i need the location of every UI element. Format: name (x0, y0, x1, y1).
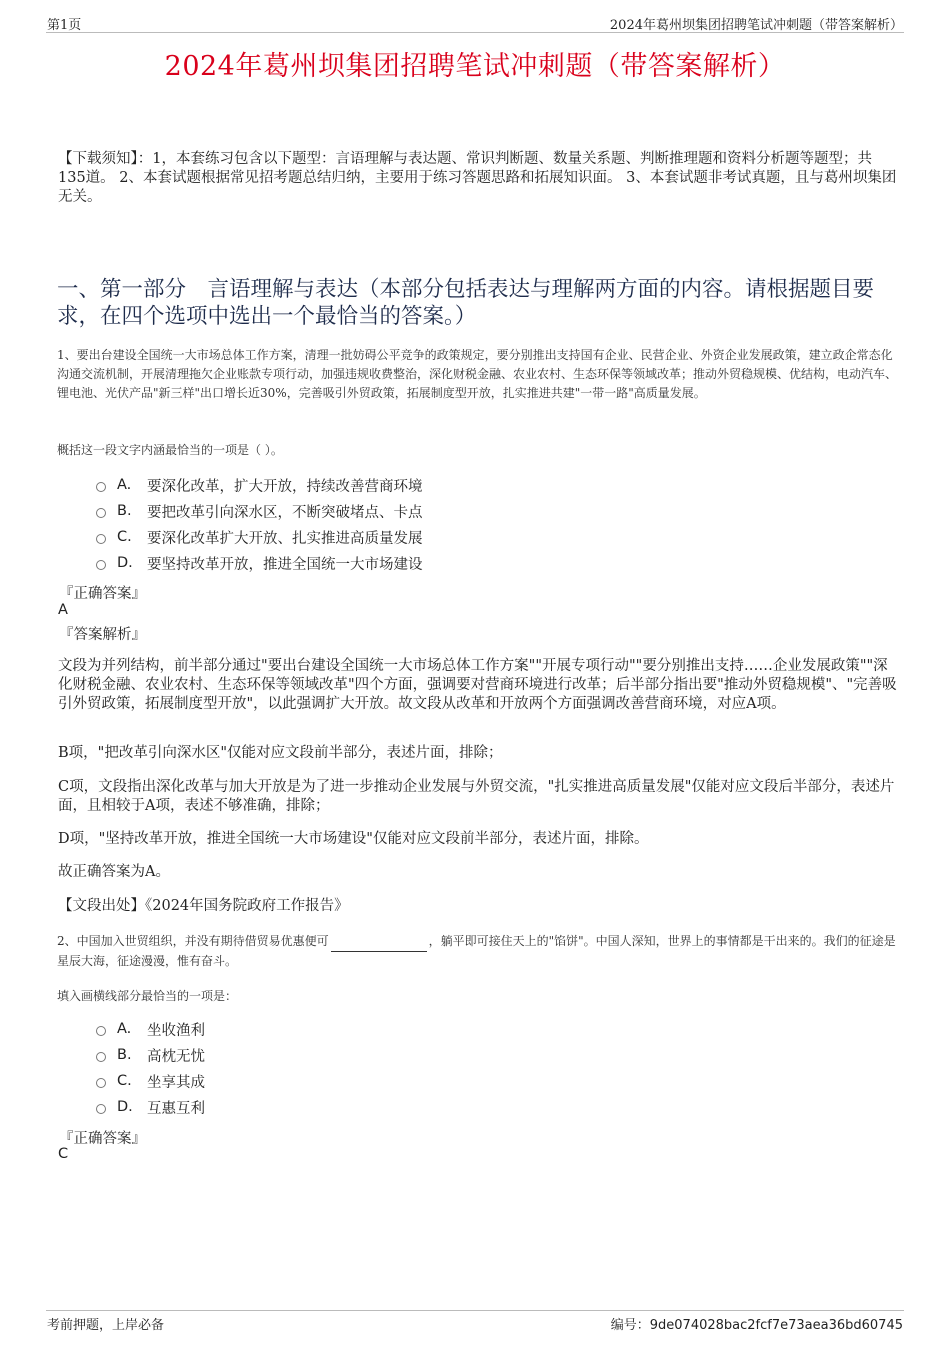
option-text: 高枕无忧 (147, 1048, 205, 1065)
radio-icon[interactable] (96, 1052, 106, 1062)
option-letter: C. (117, 1073, 132, 1089)
q1-option-a[interactable] (96, 474, 423, 496)
question-1-prompt: 概括这一段文字内涵最恰当的一项是（ ）。 (57, 443, 283, 457)
stem-part: 2、中国加入世贸组织，并没有期待借贸易优惠便可 (57, 934, 329, 948)
q1-option-d[interactable] (96, 552, 423, 574)
question-2-prompt: 填入画横线部分最恰当的一项是： (57, 989, 238, 1003)
option-letter: A. (117, 477, 132, 493)
footer-slogan: 考前押题，上岸必备 (47, 1318, 165, 1333)
question-2-stem (57, 932, 897, 971)
option-text: 坐享其成 (147, 1074, 205, 1091)
section-heading: 一、第一部分 言语理解与表达（本部分包括表达与理解两方面的内容。请根据题目要求，在四个选项中选出一个最恰当的答案。） (57, 277, 875, 329)
option-letter: D. (117, 555, 133, 571)
q1-option-b[interactable] (96, 500, 423, 522)
footer-divider (46, 1310, 904, 1311)
option-letter: A. (117, 1021, 132, 1037)
document-title: 2024年葛州坝集团招聘笔试冲刺题（带答案解析） (164, 51, 786, 82)
q2-option-c[interactable] (96, 1070, 205, 1092)
correct-answer: C (58, 1146, 69, 1162)
analysis-paragraph: 文段为并列结构，前半部分通过"要出台建设全国统一大市场总体工作方案""开展专项行动""要分别推出支持……企业发展政策""深化财税金融、农业农村、生态环保等领域改革"四个方面，强调要对营商环境进行改革；后半部分指出要"推动外贸稳规模"、"完善吸引外贸政策，拓展制度型开放"，以此强调扩大开放。故文段从改革和开放两个方面强调改善营商环境，对应A项。 (58, 658, 897, 712)
fill-blank (331, 932, 427, 952)
radio-icon[interactable] (96, 1026, 106, 1036)
radio-icon[interactable] (96, 534, 106, 544)
option-letter: B. (117, 1047, 132, 1063)
radio-icon[interactable] (96, 560, 106, 570)
page-number: 第1页 (47, 18, 82, 33)
correct-answer: A (58, 602, 68, 618)
option-letter: D. (117, 1099, 133, 1115)
radio-icon[interactable] (96, 482, 106, 492)
running-title: 2024年葛州坝集团招聘笔试冲刺题（带答案解析） (609, 18, 903, 33)
stem-part: ，躺平即可接住天上的"馅饼"。中国人深知，世界上的事情都是干出来的。我们的征途是星辰大海，征途漫漫，惟有奋斗。 (57, 934, 896, 968)
option-text: 要把改革引向深水区，不断突破堵点、卡点 (147, 504, 423, 521)
document-code: 编号：9de074028bac2fcf7e73aea36bd60745 (610, 1318, 903, 1333)
radio-icon[interactable] (96, 1104, 106, 1114)
option-text: 互惠互利 (147, 1100, 205, 1117)
q2-option-b[interactable] (96, 1044, 205, 1066)
analysis-paragraph: D项，"坚持改革开放，推进全国统一大市场建设"仅能对应文段前半部分，表述片面，排除。 (58, 831, 649, 847)
correct-answer-label: 『正确答案』 (59, 1131, 146, 1147)
analysis-paragraph: B项，"把改革引向深水区"仅能对应文段前半部分，表述片面，排除； (58, 745, 503, 761)
q2-option-d[interactable] (96, 1096, 205, 1118)
q1-option-c[interactable] (96, 526, 423, 548)
download-notice: 【下载须知】：1，本套练习包含以下题型：言语理解与表达题、常识判断题、数量关系题、判断推理题和资料分析题等题型；共135道。 2、本套试题根据常见招考题总结归纳，主要用于练习答题思路和拓展知识面。 3、本套试题非考试真题，且与葛州坝集团无关。 (58, 151, 897, 205)
analysis-conclusion: 故正确答案为A。 (58, 864, 170, 880)
radio-icon[interactable] (96, 1078, 106, 1088)
correct-answer-label: 『正确答案』 (59, 586, 146, 602)
option-text: 要深化改革，扩大开放，持续改善营商环境 (147, 478, 423, 495)
question-1-stem: 1、要出台建设全国统一大市场总体工作方案，清理一批妨碍公平竞争的政策规定，要分别推出支持国有企业、民营企业、外资企业发展政策，建立政企常态化沟通交流机制，开展清理拖欠企业账款专项行动，加强违规收费整治，深化财税金融、农业农村、生态环保等领域改革；推动外贸稳规模、优结构，电动汽车、锂电池、光伏产品"新三样"出口增长近30%，完善吸引外贸政策，拓展制度型开放，扎实推进共建"一带一路"高质量发展。 (57, 348, 898, 400)
analysis-label: 『答案解析』 (59, 627, 146, 643)
option-letter: C. (117, 529, 132, 545)
header-divider (46, 32, 904, 33)
analysis-paragraph: C项，文段指出深化改革与加大开放是为了进一步推动企业发展与外贸交流，"扎实推进高质量发展"仅能对应文段后半部分，表述片面，且相较于A项，表述不够准确，排除； (58, 779, 895, 814)
option-text: 要深化改革扩大开放、扎实推进高质量发展 (147, 530, 423, 547)
option-text: 要坚持改革开放，推进全国统一大市场建设 (147, 556, 423, 573)
option-text: 坐收渔利 (147, 1022, 205, 1039)
option-letter: B. (117, 503, 132, 519)
radio-icon[interactable] (96, 508, 106, 518)
source-citation: 【文段出处】《2024年国务院政府工作报告》 (58, 898, 349, 914)
q2-option-a[interactable] (96, 1018, 205, 1040)
